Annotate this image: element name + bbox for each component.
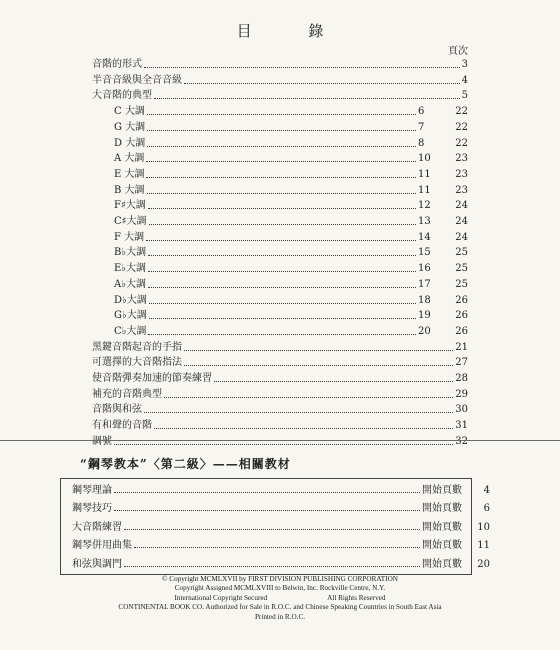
toc-entry-label: C♯大調: [114, 216, 147, 227]
toc-page-first: 16: [418, 263, 431, 275]
toc-page-first: 11: [418, 168, 431, 180]
toc-entry-label: E♭大調: [114, 263, 147, 275]
related-item: [72, 535, 490, 551]
dot-leader: [144, 67, 460, 68]
toc-page-second: 22: [455, 121, 468, 133]
toc-entry-label: 調號: [92, 435, 112, 447]
toc-entry-page: 27: [455, 357, 468, 369]
toc-entry: [114, 196, 468, 212]
toc-entry: [114, 243, 468, 259]
toc-page-first: 6: [418, 106, 425, 118]
toc-page-first: 8: [418, 137, 425, 149]
related-item-tag: 開始頁數: [422, 503, 462, 515]
dot-leader: [146, 161, 416, 162]
copyright-block: [0, 575, 560, 622]
toc-entry-label: 大音階的典型: [92, 90, 152, 102]
toc-page-second: 25: [455, 278, 468, 290]
dot-leader: [148, 287, 416, 288]
toc-entry-page: 31: [455, 420, 468, 432]
copyright-line: Printed in R.O.C.: [254, 612, 306, 621]
dot-leader: [148, 271, 416, 272]
toc-entry: [92, 369, 468, 385]
toc-entry-page: 21: [455, 341, 468, 353]
toc-page-first: 12: [418, 200, 431, 212]
dot-leader: [134, 547, 420, 548]
related-item-tag: 開始頁數: [422, 540, 462, 552]
toc-entry-label: D 大調: [114, 137, 146, 149]
toc-entry: [92, 416, 468, 432]
copyright-line: © Copyright MCMLXVII by FIRST DIVISION PUBLISHING CORPORATION: [162, 575, 398, 583]
related-item-page: 20: [477, 558, 490, 570]
dot-leader: [114, 444, 453, 445]
toc-entry-label: B♭大調: [114, 247, 147, 259]
toc-entry: [92, 353, 468, 369]
related-item-label: 鋼琴理論: [72, 485, 112, 496]
toc-entry: [114, 165, 468, 181]
related-item-page: 6: [483, 503, 490, 515]
dot-leader: [124, 566, 420, 567]
toc-entry-label: G♭大調: [114, 310, 147, 322]
dot-leader: [146, 177, 416, 178]
related-item-page: 10: [477, 521, 490, 533]
dot-leader: [148, 255, 416, 256]
dot-leader: [154, 98, 460, 99]
related-item: [72, 554, 490, 570]
section-divider: [0, 440, 560, 441]
toc-entry: [92, 55, 468, 71]
toc-page-first: 7: [418, 121, 425, 133]
related-item-page: 4: [483, 485, 490, 496]
related-materials-title: “鋼琴教本”〈第二級〉——相關教材: [80, 457, 291, 471]
related-item: [72, 498, 490, 514]
toc-entry: [114, 181, 468, 197]
toc-page-second: 23: [455, 184, 468, 196]
toc-entry-label: B 大調: [114, 184, 145, 196]
toc-entry: [114, 306, 468, 322]
dot-leader: [148, 334, 416, 335]
toc-page-second: 24: [455, 216, 468, 227]
dot-leader: [149, 303, 416, 304]
dot-leader: [124, 529, 420, 530]
toc-entry-label: G 大調: [114, 121, 146, 133]
toc-page-second: 25: [455, 247, 468, 259]
related-item-tag: 開始頁數: [422, 521, 462, 533]
toc-entry: [92, 86, 468, 102]
copyright-line: Copyright Assigned MCMLXVIII to Belwin, Inc. Rockville Centre, N.Y.: [174, 584, 386, 593]
dot-leader: [147, 193, 416, 194]
toc-entry-page: [418, 247, 468, 259]
toc-page-second: 25: [455, 263, 468, 275]
page-title: 目 錄: [236, 22, 350, 40]
toc-page-first: 13: [418, 216, 431, 227]
toc-entry-page: [418, 122, 468, 134]
toc-entry-page: [418, 310, 468, 322]
toc-entry: [114, 322, 468, 338]
dot-leader: [149, 318, 416, 319]
related-item-label: 大音階練習: [72, 521, 122, 533]
toc-page-second: 26: [455, 310, 468, 322]
dot-leader: [144, 412, 453, 413]
toc-page-first: 17: [418, 278, 431, 290]
dot-leader: [146, 240, 416, 241]
toc-entry-label: E 大調: [114, 168, 145, 180]
toc-entry: [114, 228, 468, 244]
dot-leader: [214, 381, 453, 382]
dot-leader: [147, 146, 416, 147]
related-item: [72, 517, 490, 533]
toc-entry-label: 有和聲的音階: [92, 420, 152, 432]
toc-entry-label: A♭大調: [114, 278, 146, 290]
toc-page-first: 18: [418, 294, 431, 306]
toc-entry-page: [418, 169, 468, 181]
dot-leader: [147, 130, 416, 131]
toc-entry: [114, 259, 468, 275]
toc-entry-label: 使音階彈奏加速的節奏練習: [92, 373, 212, 384]
toc-entry: [114, 275, 468, 291]
toc-entry-page: [418, 295, 468, 307]
dot-leader: [164, 397, 453, 398]
copyright-rights: All Rights Reserved: [327, 593, 386, 602]
related-item: [72, 480, 490, 496]
toc-entry-page: 5: [461, 90, 468, 102]
toc-entry-label: 可選擇的大音階指法: [92, 357, 182, 369]
toc-entry-label: 黑鍵音階起音的手指: [92, 341, 182, 353]
toc-entry-page: [418, 106, 468, 118]
related-item-tag: 開始頁數: [422, 558, 462, 570]
toc-entry-page: [418, 185, 468, 197]
toc-entry: [92, 338, 468, 354]
dot-leader: [184, 83, 460, 84]
toc-page-second: 22: [455, 106, 468, 118]
related-item-tag: 開始頁數: [422, 485, 462, 496]
dot-leader: [147, 114, 416, 115]
related-item-label: 和弦與調門: [72, 558, 122, 570]
toc-entry-label: C♭大調: [114, 325, 147, 337]
toc-entry-label: D♭大調: [114, 294, 147, 306]
toc-page-second: 23: [455, 153, 468, 165]
toc-entry-page: 4: [461, 74, 468, 86]
copyright-line: CONTINENTAL BOOK CO. Authorized for Sale in R.O.C. and Chinese Speaking Countries in South East Asia: [118, 603, 442, 612]
toc-page-second: 23: [455, 168, 468, 180]
toc-page-second: 26: [455, 294, 468, 306]
toc-entry-page: [418, 138, 468, 150]
toc-entry-label: F♯大調: [114, 200, 146, 212]
toc-page-first: 14: [418, 231, 431, 243]
toc-entry-label: 音階的形式: [92, 59, 142, 70]
toc-entry-label: 音階與和弦: [92, 404, 142, 416]
toc-entry-page: 3: [461, 59, 468, 70]
toc-entry-page: [418, 216, 468, 228]
toc-entry-page: [418, 279, 468, 291]
toc-entry-page: 29: [455, 388, 468, 400]
toc-entry-page: 28: [455, 373, 468, 384]
toc-page-second: 24: [455, 231, 468, 243]
copyright-line: [0, 594, 560, 603]
toc-entry: [114, 102, 468, 118]
toc-entry: [114, 134, 468, 150]
toc-entry-label: 半音音級與全音音級: [92, 74, 182, 86]
toc-entry: [92, 71, 468, 87]
toc-entry-page: 32: [455, 435, 468, 447]
page-column-header: 頁次: [448, 46, 468, 57]
related-item-label: 鋼琴技巧: [72, 503, 112, 515]
dot-leader: [184, 365, 453, 366]
toc-page-second: 26: [455, 325, 468, 337]
dot-leader: [149, 224, 417, 225]
toc-entry-label: A 大調: [114, 153, 145, 165]
related-item-label: 鋼琴併用曲集: [72, 540, 132, 552]
toc-entry-page: [418, 263, 468, 275]
dot-leader: [184, 350, 453, 351]
copyright-secured: International Copyright Secured: [174, 593, 268, 602]
toc-entry: [114, 291, 468, 307]
toc-entry-page: 30: [455, 404, 468, 416]
toc-page-first: 15: [418, 247, 431, 259]
toc-entry: [92, 385, 468, 401]
toc-entry: [92, 400, 468, 416]
toc-entry-page: [418, 153, 468, 165]
toc-page-second: 22: [455, 137, 468, 149]
related-item-page: 11: [477, 540, 490, 552]
toc-page-first: 19: [418, 310, 431, 322]
toc-entry: [114, 149, 468, 165]
toc-entry-label: C 大調: [114, 106, 145, 118]
toc-page-first: 20: [418, 325, 431, 337]
toc-entry-label: 補充的音階典型: [92, 388, 162, 400]
dot-leader: [148, 208, 416, 209]
toc-entry: [114, 118, 468, 134]
toc-entry-page: [418, 200, 468, 212]
toc-entry: [114, 212, 468, 228]
toc-entry-page: [418, 326, 468, 338]
dot-leader: [154, 428, 453, 429]
toc-entry-label: F 大調: [114, 231, 145, 243]
toc-page-first: 10: [418, 153, 431, 165]
dot-leader: [114, 510, 420, 511]
toc-page-first: 11: [418, 184, 431, 196]
toc-page-second: 24: [455, 200, 468, 212]
toc-entry-page: [418, 232, 468, 244]
dot-leader: [114, 492, 420, 493]
